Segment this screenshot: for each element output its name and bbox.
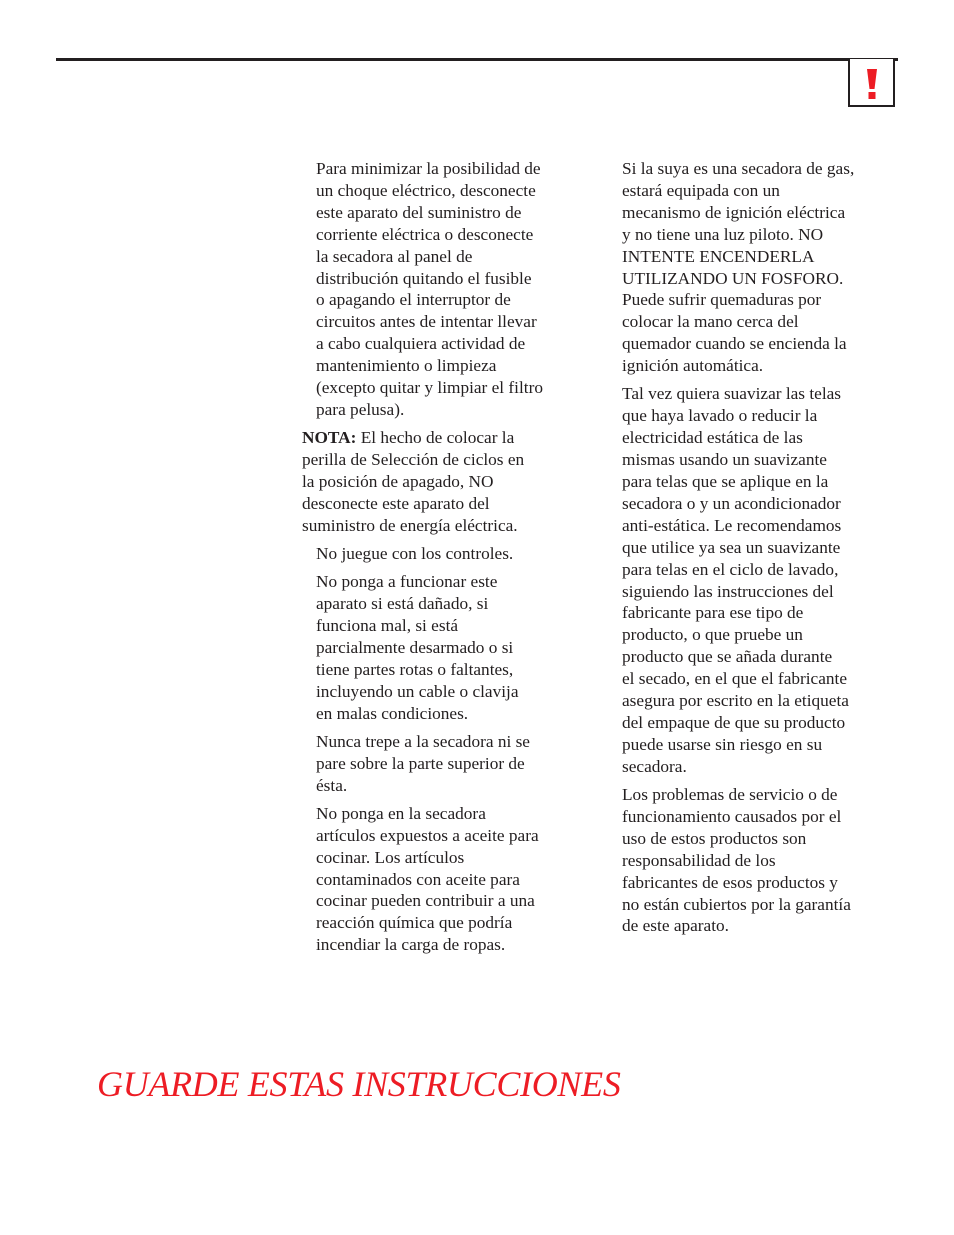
text-line: funcionamiento causados por el [622, 806, 842, 826]
warranty-paragraph [622, 784, 904, 937]
text-line: la posición de apagado, NO [302, 471, 494, 491]
text-line: distribución quitando el fusible [316, 268, 532, 288]
text-line: parcialmente desarmado o si [316, 637, 514, 657]
text-line: producto que se añada durante [622, 647, 833, 667]
text-line: suministro de energía eléctrica. [302, 515, 518, 535]
text-line: en malas condiciones. [316, 703, 469, 723]
nota-paragraph [302, 427, 592, 537]
text-line: y no tiene una luz piloto. NO [622, 224, 824, 244]
text-line: Tal vez quiera suavizar las telas [622, 384, 842, 404]
text-line: la secadora al panel de [316, 246, 473, 266]
text-line: mantenimiento o limpieza [316, 356, 497, 376]
text-line: corriente eléctrica o desconecte [316, 224, 534, 244]
footer-title: GUARDE ESTAS INSTRUCCIONES [97, 1064, 621, 1104]
text-line: anti-estática. Le recomendamos [622, 515, 842, 535]
text-line: Puede sufrir quemaduras por [622, 290, 822, 310]
text-line: para pelusa). [316, 399, 405, 419]
text-line: perilla de Selección de ciclos en [302, 450, 525, 470]
top-rule [56, 58, 898, 61]
text-line: No ponga en la secadora [316, 803, 486, 823]
text-line: siguiendo las instrucciones del [622, 581, 834, 601]
nota-rest [302, 450, 524, 535]
text-line: No ponga a funcionar este [316, 572, 498, 592]
text-line: fabricante para ese tipo de [622, 603, 804, 623]
text-line: colocar la mano cerca del [622, 312, 799, 332]
text-line: que utilice ya sea un suavizante [622, 537, 841, 557]
text-line: artículos expuestos a aceite para [316, 825, 539, 845]
text-line: electricidad estática de las [622, 428, 803, 448]
text-line: para telas en el ciclo de lavado, [622, 559, 839, 579]
text-line: producto, o que pruebe un [622, 625, 803, 645]
text-line: funciona mal, si está [316, 616, 459, 636]
text-line: o apagando el interruptor de [316, 290, 511, 310]
text-line: Si la suya es una secadora de gas, [622, 159, 855, 178]
fabric-softener-paragraph [622, 383, 904, 777]
text-line: el secado, en el que el fabricante [622, 669, 848, 689]
left-column [302, 158, 592, 963]
text-line: del empaque de que su producto [622, 712, 846, 732]
text-line: puede usarse sin riesgo en su [622, 734, 823, 754]
text-line: no están cubiertos por la garantía [622, 894, 851, 914]
text-line: ignición automática. [622, 356, 764, 376]
text-line: mismas usando un suavizante [622, 450, 827, 470]
climbing-paragraph [302, 731, 592, 797]
text-line: (excepto quitar y limpiar el filtro [316, 378, 543, 398]
nota-label: NOTA: [302, 428, 357, 448]
text-line: para telas que se aplique en la [622, 471, 829, 491]
text-line: quemador cuando se encienda la [622, 334, 847, 354]
text-line: circuitos antes de intentar llevar [316, 312, 537, 332]
text-line: contaminados con aceite para [316, 869, 520, 889]
text-line: INTENTE ENCENDERLA [622, 246, 815, 266]
text-line: aparato si está dañado, si [316, 594, 489, 614]
text-line: este aparato del suministro de [316, 202, 522, 222]
text-line: secadora. [622, 756, 687, 776]
gas-dryer-paragraph [622, 158, 904, 377]
text-line: responsabilidad de los [622, 850, 776, 870]
text-line: Los problemas de servicio o de [622, 784, 838, 804]
right-column [622, 158, 904, 944]
nota-first-text: El hecho de colocar la [360, 428, 515, 448]
text-line: incendiar la carga de ropas. [316, 935, 506, 955]
exclamation-icon [865, 69, 879, 99]
text-line: pare sobre la parte superior de [316, 753, 525, 773]
warning-box [848, 59, 895, 107]
text-line: que haya lavado o reducir la [622, 406, 818, 426]
text-line: secadora o y un acondicionador [622, 493, 841, 513]
nota-first-line [302, 428, 514, 447]
controls-paragraph [302, 543, 592, 565]
text-line: uso de estos productos son [622, 828, 807, 848]
disconnect-power-paragraph [302, 158, 592, 421]
text-line: a cabo cualquiera actividad de [316, 334, 526, 354]
text-line: No juegue con los controles. [316, 544, 514, 563]
text-line: reacción química que podría [316, 913, 513, 933]
text-line: UTILIZANDO UN FOSFORO. [622, 268, 844, 288]
text-line: un choque eléctrico, desconecte [316, 180, 536, 200]
text-line: asegura por escrito en la etiqueta [622, 691, 849, 711]
text-line: Para minimizar la posibilidad de [316, 159, 541, 178]
text-line: ésta. [316, 775, 348, 795]
text-line: tiene partes rotas o faltantes, [316, 659, 514, 679]
text-line: Nunca trepe a la secadora ni se [316, 731, 530, 751]
text-line: cocinar pueden contribuir a una [316, 891, 535, 911]
text-line: incluyendo un cable o clavija [316, 681, 519, 701]
damaged-appliance-paragraph [302, 571, 592, 724]
text-line: estará equipada con un [622, 180, 780, 200]
text-line: cocinar. Los artículos [316, 847, 465, 867]
cooking-oil-paragraph [302, 803, 592, 956]
text-line: de este aparato. [622, 916, 729, 936]
text-line: desconecte este aparato del [302, 493, 490, 513]
text-line: mecanismo de ignición eléctrica [622, 202, 846, 222]
text-line: fabricantes de esos productos y [622, 872, 838, 892]
